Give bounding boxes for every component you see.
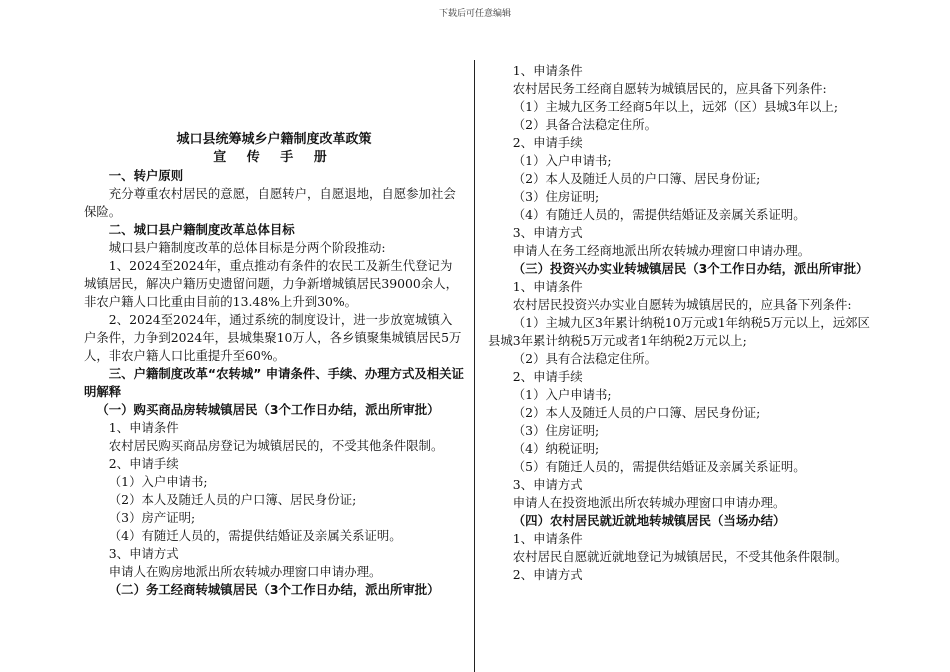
item-label: 3、申请方式 <box>108 546 179 561</box>
document-subtitle: 宣 传 手 册 <box>213 150 335 165</box>
paragraph-goal-1: 1、2024至2024年，重点推动有条件的农民工及新生代登记为城镇居民，解决户籍历史遗留问题，力争新增城镇居民39000余人，非农户籍人口比重由目前的13.48%上升到30%。 <box>84 258 458 309</box>
paragraph-goal-intro: 城口县户籍制度改革的总体目标是分两个阶段推动: <box>108 240 386 255</box>
list-item: （2）本人及随迁人员的户口簿、居民身份证; <box>512 405 761 420</box>
item-label: 2、申请手续 <box>512 135 583 150</box>
subsection-heading-1: （一）购买商品房转城镇居民（3个工作日办结，派出所审批） <box>96 402 440 417</box>
item-text: 农村居民投资兴办实业自愿转为城镇居民的，应具备下列条件: <box>512 297 852 312</box>
subsection-heading-4: （四）农村居民就近就地转城镇居民（当场办结） <box>512 513 786 528</box>
item-label: 1、申请条件 <box>512 279 583 294</box>
section-heading-3: 三、户籍制度改革“农转城” 申请条件、手续、办理方式及相关证明解释 <box>84 366 464 399</box>
header-note: 下载后可任意编辑 <box>438 9 511 19</box>
column-divider <box>474 60 475 672</box>
list-item: （1）入户申请书; <box>108 474 208 489</box>
item-text: 农村居民务工经商自愿转为城镇居民的，应具备下列条件: <box>512 81 827 96</box>
subsection-heading-3: （三）投资兴办实业转城镇居民（3个工作日办结，派出所审批） <box>512 261 869 276</box>
list-item: （4）有随迁人员的，需提供结婚证及亲属关系证明。 <box>108 528 402 543</box>
document-title: 城口县统筹城乡户籍制度改革政策 <box>176 132 372 147</box>
list-item: （2）具有合法稳定住所。 <box>512 351 657 366</box>
paragraph-goal-2: 2、2024至2024年，通过系统的制度设计，进一步放宽城镇入户条件，力争到2024年，县城集聚10万人，各乡镇聚集城镇居民5万人，非农户籍人口比重提升至60%。 <box>84 312 462 363</box>
item-text: 申请人在务工经商地派出所农转城办理窗口申请办理。 <box>512 243 811 258</box>
item-label: 1、申请条件 <box>512 63 583 78</box>
item-label: 1、申请条件 <box>108 420 179 435</box>
section-heading-2: 二、城口县户籍制度改革总体目标 <box>108 222 295 237</box>
list-item: （1）入户申请书; <box>512 387 612 402</box>
list-item: （2）具备合法稳定住所。 <box>512 117 657 132</box>
item-text: 申请人在购房地派出所农转城办理窗口申请办理。 <box>108 564 382 579</box>
right-column <box>488 62 872 584</box>
list-item: （1）入户申请书; <box>512 153 612 168</box>
list-item: （3）住房证明; <box>512 189 600 204</box>
list-item: （2）本人及随迁人员的户口簿、居民身份证; <box>512 171 761 186</box>
item-label: 2、申请手续 <box>512 369 583 384</box>
item-text: 申请人在投资地派出所农转城办理窗口申请办理。 <box>512 495 786 510</box>
item-label: 3、申请方式 <box>512 225 583 240</box>
item-text: 农村居民自愿就近就地登记为城镇居民，不受其他条件限制。 <box>512 549 848 564</box>
list-item: （4）纳税证明; <box>512 441 600 456</box>
item-text: 农村居民购买商品房登记为城镇居民的，不受其他条件限制。 <box>108 438 444 453</box>
list-item: （3）房产证明; <box>108 510 196 525</box>
list-item: （4）有随迁人员的，需提供结婚证及亲属关系证明。 <box>512 207 806 222</box>
item-label: 1、申请条件 <box>512 531 583 546</box>
list-item: （1）主城九区务工经商5年以上，远郊（区）县城3年以上; <box>512 99 838 114</box>
left-column <box>84 131 464 599</box>
item-label: 2、申请方式 <box>512 567 583 582</box>
list-item: （2）本人及随迁人员的户口簿、居民身份证; <box>108 492 357 507</box>
list-item: （3）住房证明; <box>512 423 600 438</box>
section-heading-1: 一、转户原则 <box>108 168 184 183</box>
item-label: 3、申请方式 <box>512 477 583 492</box>
paragraph-principle: 充分尊重农村居民的意愿，自愿转户，自愿退地，自愿参加社会保险。 <box>84 186 456 219</box>
subsection-heading-2: （二）务工经商转城镇居民（3个工作日办结，派出所审批） <box>108 582 440 597</box>
item-label: 2、申请手续 <box>108 456 179 471</box>
list-item: （5）有随迁人员的，需提供结婚证及亲属关系证明。 <box>512 459 806 474</box>
list-item: （1）主城九区3年累计纳税10万元或1年纳税5万元以上，远郊区县城3年累计纳税5万元或者1年纳税2万元以上; <box>488 315 870 348</box>
